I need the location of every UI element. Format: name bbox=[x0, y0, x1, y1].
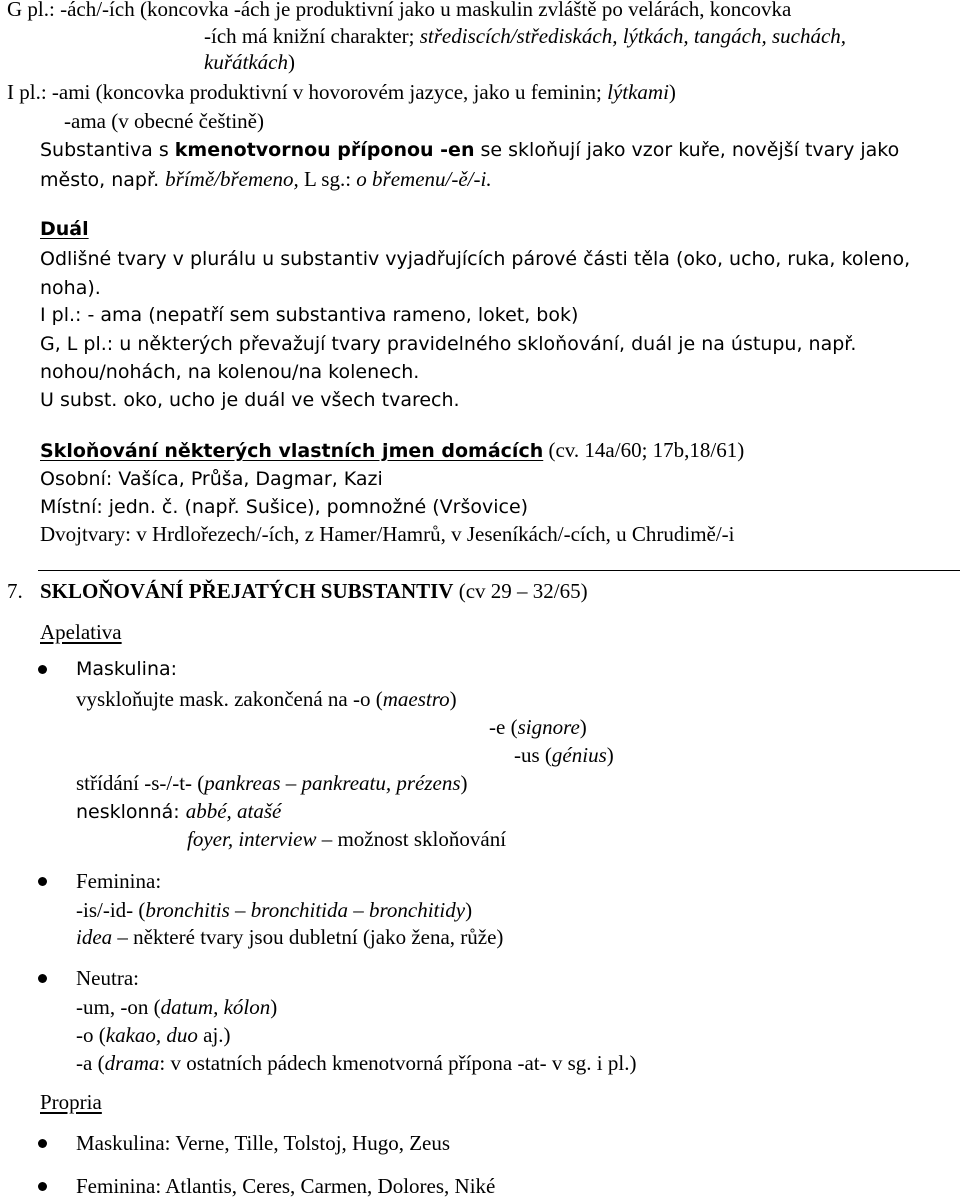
bullet-icon bbox=[38, 665, 47, 674]
instrumental-plural-line-2 bbox=[64, 108, 264, 134]
section-number: 7. bbox=[7, 579, 23, 603]
italic-example: signore bbox=[517, 715, 580, 739]
section-divider bbox=[38, 570, 960, 571]
text-span: -e ( bbox=[489, 715, 518, 739]
dual-line-5: nohou/nohách, na kolenou/na kolenech. bbox=[40, 361, 420, 383]
text-span: : v ostatních pádech kmenotvorná přípona -at- v sg. i pl.) bbox=[159, 1051, 637, 1075]
genitive-plural-line-3 bbox=[204, 49, 295, 75]
italic-example: maestro bbox=[382, 687, 450, 711]
neutra-line-1 bbox=[76, 994, 277, 1020]
text-span: -a ( bbox=[76, 1051, 105, 1075]
neutra-line-3 bbox=[76, 1050, 636, 1076]
italic-example: o břemenu/-ě/-i. bbox=[356, 167, 492, 191]
text-span: -ama (v obecné češtině) bbox=[64, 109, 264, 133]
propria-feminina: Feminina: Atlantis, Ceres, Carmen, Dolores, Niké bbox=[76, 1174, 496, 1198]
bullet-icon bbox=[38, 1182, 47, 1191]
text-span: město, např. bbox=[40, 169, 166, 191]
italic-example: bronchitis – bronchitida – bronchitidy bbox=[145, 898, 466, 922]
text-span: vyskloňujte mask. zakončená na -o ( bbox=[76, 687, 383, 711]
text-span: nesklonná: bbox=[76, 801, 186, 823]
genitive-plural-line-1 bbox=[7, 0, 791, 22]
genitive-plural-line-2 bbox=[204, 23, 846, 49]
masculina-line-2 bbox=[489, 714, 587, 740]
masculina-line-6 bbox=[187, 826, 506, 852]
text-span: ) bbox=[579, 715, 587, 739]
italic-example: idea bbox=[76, 925, 113, 949]
text-span: I pl.: -ami (koncovka produktivní v hovorovém jazyce, jako u feminin; bbox=[7, 80, 608, 104]
text-span: L sg.: bbox=[298, 167, 357, 191]
masculina-line-5 bbox=[76, 798, 281, 825]
text-span: ) bbox=[287, 50, 295, 74]
dual-line-2: noha). bbox=[40, 277, 101, 299]
italic-example: datum, kólon bbox=[160, 995, 271, 1019]
en-suffix-line-1 bbox=[40, 137, 899, 163]
bullet-icon bbox=[38, 974, 47, 983]
exercise-reference: (cv. 14a/60; 17b,18/61) bbox=[543, 438, 745, 462]
neutra-line-2 bbox=[76, 1022, 231, 1048]
dual-line-4: G, L pl.: u některých převažují tvary pravidelného skloňování, duál je na ústupu, např. bbox=[40, 333, 857, 355]
bold-term: kmenotvornou příponou -en bbox=[174, 139, 475, 161]
feminina-line-2 bbox=[76, 924, 503, 950]
text-span: ) bbox=[465, 898, 473, 922]
text-span: ) bbox=[668, 80, 676, 104]
propria-heading: Propria bbox=[40, 1090, 102, 1114]
proper-names-line-2: Místní: jedn. č. (např. Sušice), pomnožné (Vršovice) bbox=[40, 496, 529, 518]
text-span: -o ( bbox=[76, 1023, 106, 1047]
proper-names-heading: Skloňování některých vlastních jmen domácích bbox=[40, 440, 544, 462]
masculina-line-4 bbox=[76, 770, 468, 796]
proper-names-line-1: Osobní: Vašíca, Průša, Dagmar, Kazi bbox=[40, 468, 383, 490]
bullet-icon bbox=[38, 877, 47, 886]
proper-names-heading-line bbox=[40, 437, 744, 464]
text-span: ) bbox=[449, 687, 457, 711]
italic-examples: střediscích/střediskách, lýtkách, tangách, suchách, bbox=[419, 24, 847, 48]
exercise-reference: (cv 29 – 32/65) bbox=[453, 579, 588, 603]
apelativa-heading: Apelativa bbox=[40, 620, 122, 644]
italic-example: kakao, duo bbox=[105, 1023, 198, 1047]
feminina-label: Feminina: bbox=[76, 869, 162, 893]
text-span: se skloňují jako vzor kuře, novější tvary jako bbox=[474, 139, 900, 161]
italic-example: pankreas – pankreatu, prézens bbox=[204, 771, 461, 795]
instrumental-plural-line-1 bbox=[7, 79, 676, 105]
dual-heading: Duál bbox=[40, 218, 89, 240]
proper-names-line-3: Dvojtvary: v Hrdlořezech/-ích, z Hamer/Hamrů, v Jeseníkách/-cích, u Chrudimě/-i bbox=[40, 522, 735, 546]
italic-example: břímě/břemeno, bbox=[165, 167, 299, 191]
section-title: SKLOŇOVÁNÍ PŘEJATÝCH SUBSTANTIV bbox=[40, 579, 454, 603]
en-suffix-line-2 bbox=[40, 166, 492, 193]
italic-example: abbé, atašé bbox=[185, 799, 282, 823]
section-7-heading bbox=[7, 578, 588, 604]
text-span: aj.) bbox=[197, 1023, 231, 1047]
text-span: ) bbox=[606, 743, 614, 767]
italic-example: génius bbox=[551, 743, 607, 767]
text-span: -um, -on ( bbox=[76, 995, 161, 1019]
dual-line-3: I pl.: - ama (nepatří sem substantiva rameno, loket, bok) bbox=[40, 304, 579, 326]
text-span: Substantiva s bbox=[40, 139, 175, 161]
italic-example: lýtkami bbox=[607, 80, 669, 104]
masculina-line-1 bbox=[76, 686, 457, 712]
text-span: ) bbox=[460, 771, 468, 795]
masculina-line-3 bbox=[514, 742, 614, 768]
italic-example: kuřátkách bbox=[204, 50, 288, 74]
bullet-icon bbox=[38, 1139, 47, 1148]
propria-masculina: Maskulina: Verne, Tille, Tolstoj, Hugo, Zeus bbox=[76, 1131, 451, 1155]
neutra-label: Neutra: bbox=[76, 966, 139, 990]
text-span: -ích má knižní charakter; bbox=[204, 24, 420, 48]
italic-example: drama bbox=[104, 1051, 160, 1075]
text-span: -us ( bbox=[514, 743, 552, 767]
masculina-label: Maskulina: bbox=[76, 658, 178, 680]
text-span: střídání -s-/-t- ( bbox=[76, 771, 205, 795]
italic-example: foyer, interview bbox=[187, 827, 317, 851]
text-span: -is/-id- ( bbox=[76, 898, 146, 922]
dual-line-1: Odlišné tvary v plurálu u substantiv vyjadřujících párové části těla (oko, ucho, ruka, koleno, bbox=[40, 248, 911, 270]
text-span: – některé tvary jsou dubletní (jako žena, růže) bbox=[112, 925, 504, 949]
text-span: ) bbox=[270, 995, 278, 1019]
dual-line-6: U subst. oko, ucho je duál ve všech tvarech. bbox=[40, 389, 460, 411]
text-span: G pl.: -ách/-ích (koncovka -ách je produktivní jako u maskulin zvláště po velárách, koncovka bbox=[7, 0, 792, 21]
text-span: – možnost skloňování bbox=[316, 827, 507, 851]
feminina-line-1 bbox=[76, 897, 472, 923]
